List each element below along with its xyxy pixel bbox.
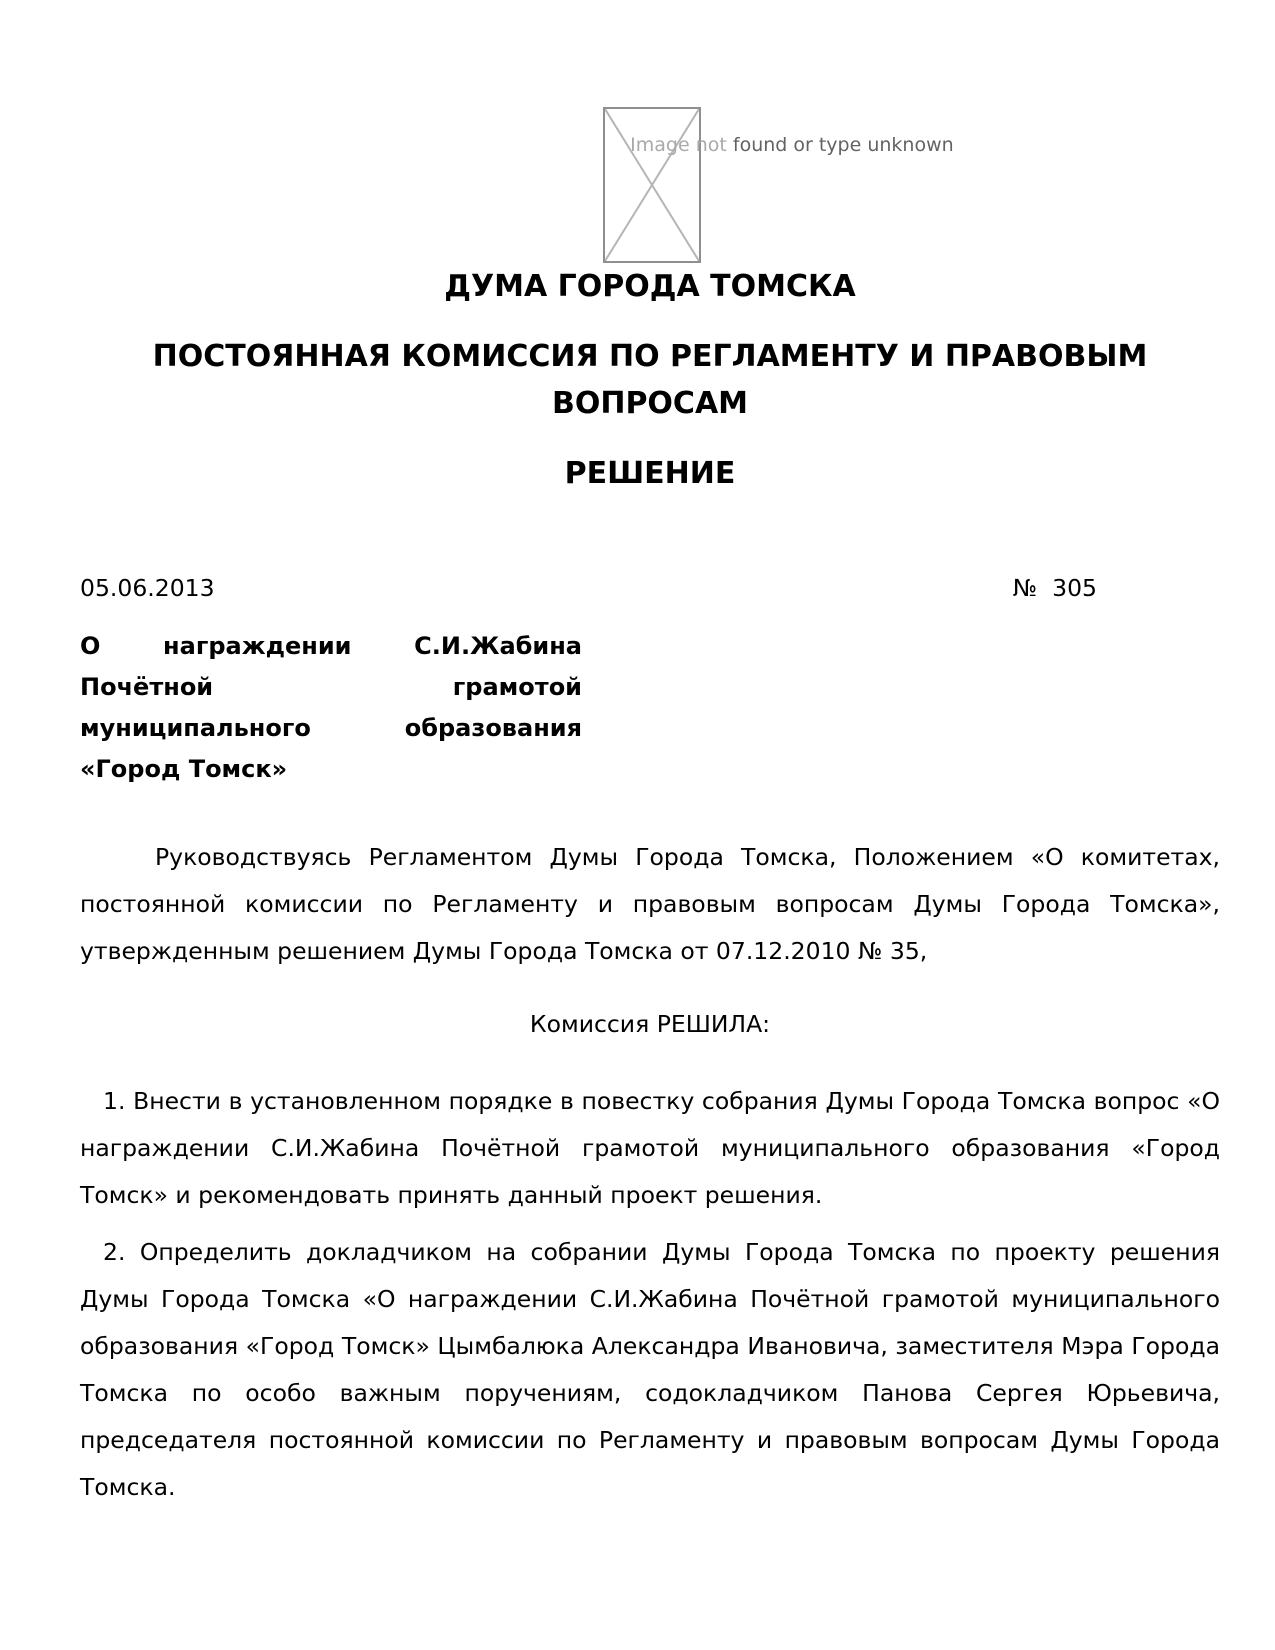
preamble-paragraph: Руководствуясь Регламентом Думы Города Томска, Положением «О комитетах, постоянной комиссии по Регламенту и правовым вопросам Думы Города Томска», утвержденным решением Думы Города Томска от 07.12.2010 № 35,	[80, 843, 1220, 965]
subject-line-2: Почётной грамотой	[80, 673, 582, 701]
decision-item-1: 1. Внести в установленном порядке в повестку собрания Думы Города Томска вопрос «О награждении С.И.Жабина Почётной грамотой муниципального образования «Город Томск» и рекомендовать принять данный проект решения.	[80, 1087, 1220, 1209]
organization-title: ДУМА ГОРОДА ТОМСКА	[444, 269, 856, 304]
resolved-heading: Комиссия РЕШИЛА:	[529, 1010, 771, 1038]
doc-number: № 305	[1012, 574, 1097, 602]
broken-image-alt-text	[606, 112, 954, 178]
broken-image-alt-text-dark: found or type unknown	[732, 134, 954, 156]
subject-block	[80, 626, 582, 790]
meta-row	[80, 574, 1220, 602]
decision-item-2: 2. Определить докладчиком на собрании Думы Города Томска по проекту решения Думы Города Томска «О награждении С.И.Жабина Почётной грамотой муниципального образования «Город Томск» Цымбалюка Александра Ивановича, заместителя Мэра Города Томска по особо важным поручениям, содокладчиком Панова Сергея Юрьевича, председателя постоянной комиссии по Регламенту и правовым вопросам Думы Города Томска.	[80, 1238, 1220, 1501]
subject-line-1: О награждении С.И.Жабина	[80, 632, 582, 660]
broken-image-alt-text-light: Image not	[630, 134, 733, 156]
doc-type-title: РЕШЕНИЕ	[564, 456, 736, 491]
commission-title: ПОСТОЯННАЯ КОМИССИЯ ПО РЕГЛАМЕНТУ И ПРАВОВЫМ ВОПРОСАМ	[152, 339, 1148, 421]
subject-line-3: муниципального образования	[80, 714, 582, 742]
doc-date: 05.06.2013	[80, 574, 215, 602]
subject-line-4: «Город Томск»	[80, 755, 288, 783]
